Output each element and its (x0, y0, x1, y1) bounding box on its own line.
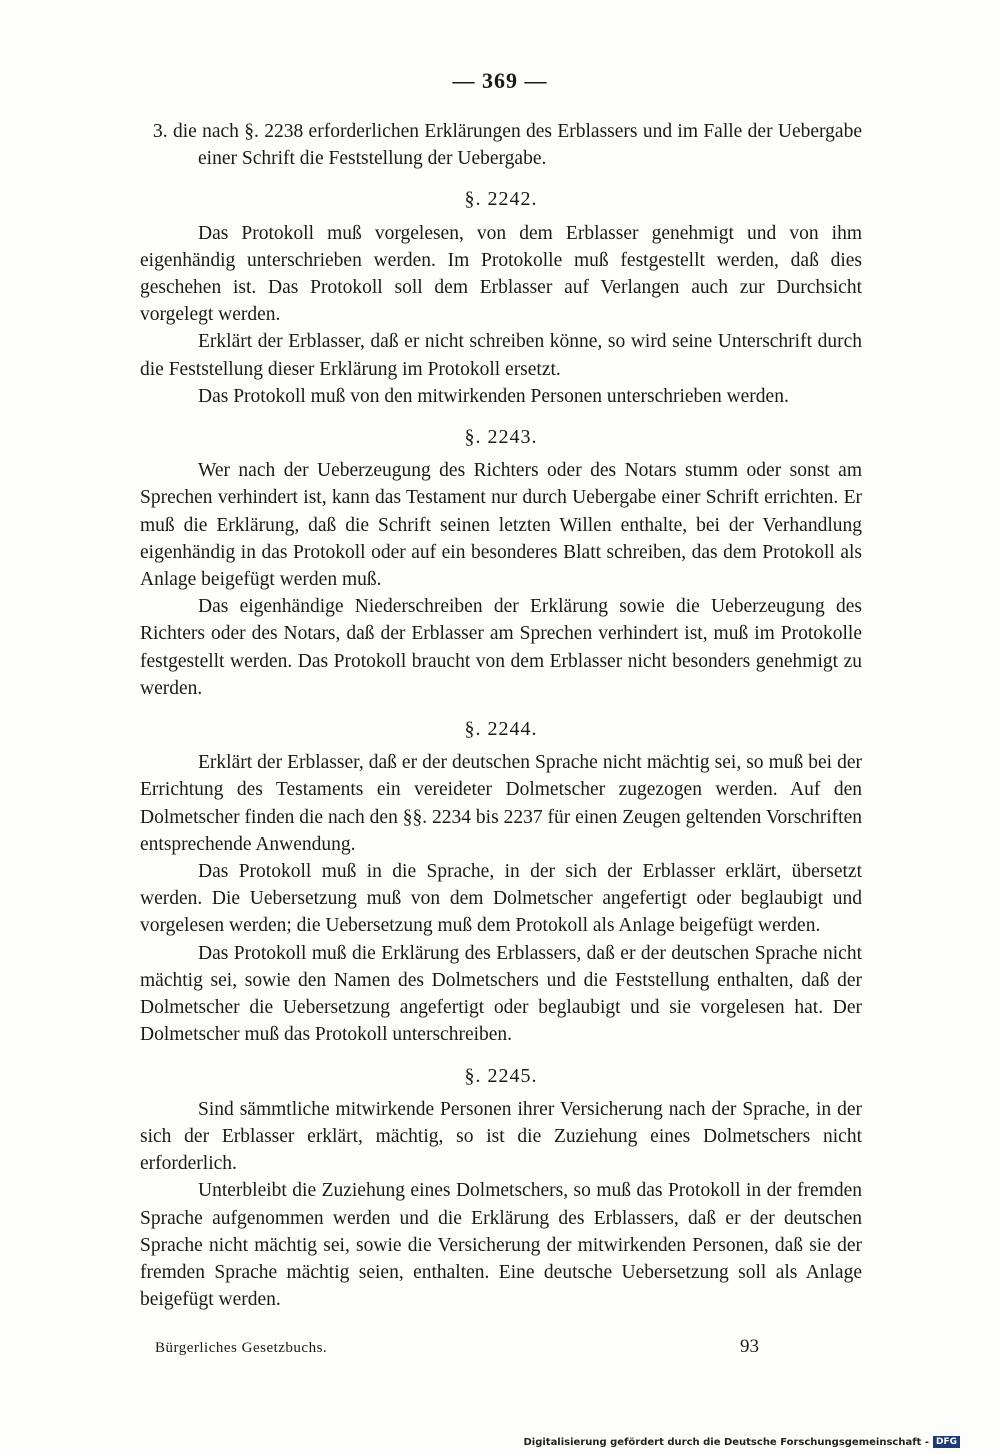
paragraph: Unterbleibt die Zuziehung eines Dolmetschers, so muß das Protokoll in der fremden Sprache aufgenommen werden und die Erklärung des Erblassers, daß er der deutschen Sprache nicht mächtig sei, sowie die Versicherung der mitwirkenden Personen, daß sie der fremden Sprache mächtig seien, enthalten. Eine deutsche Uebersetzung soll als Anlage beigefügt werden. (140, 1180, 862, 1311)
section-title: §. 2244. (464, 718, 538, 741)
dfg-logo-icon: DFG (933, 1436, 960, 1448)
paragraph: Sind sämmtliche mitwirkende Personen ihrer Versicherung nach der Sprache, in der sich der Erblasser erklärt, mächtig, so ist die Zuziehung eines Dolmetschers nicht erforderlich. (140, 1098, 862, 1175)
paragraph: Das Protokoll muß die Erklärung des Erblassers, daß er der deutschen Sprache nicht mächtig sei, sowie den Namen des Dolmetschers und die Feststellung enthalten, daß der Dolmetscher die Uebersetzung angefertigt oder beglaubigt und sie vorgelesen hat. Der Dolmetscher muß das Protokoll unterschreiben. (140, 942, 862, 1046)
footer-sheet-number: 93 (740, 1336, 759, 1357)
paragraph: Das Protokoll muß in die Sprache, in der sich der Erblasser erklärt, übersetzt werden. Die Uebersetzung muß von dem Dolmetscher angefertigt oder beglaubigt und vorgelesen werden; die Uebersetzung muß dem Protokoll als Anlage beigefügt werden. (140, 861, 862, 937)
section-title: §. 2242. (464, 188, 538, 211)
list-item: 3. die nach §. 2238 erforderlichen Erklärungen des Erblassers und im Falle der Uebergabe einer Schrift die Feststellung der Uebergabe. (153, 121, 862, 170)
paragraph: Das Protokoll muß von den mitwirkenden Personen unterschrieben werden. (198, 385, 789, 407)
page-number: — 369 — (452, 68, 548, 93)
paragraph: Erklärt der Erblasser, daß er nicht schreiben könne, so wird seine Unterschrift durch die Feststellung dieser Erklärung im Protokoll ersetzt. (140, 331, 862, 380)
paragraph: Wer nach der Ueberzeugung des Richters oder des Notars stumm oder sonst am Sprechen verhindert ist, kann das Testament nur durch Uebergabe einer Schrift errichten. Er muß die Erklärung, daß die Schrift seinen letzten Willen enthalte, bei der Verhandlung eigenhändig in das Protokoll oder auf ein besonderes Blatt schreiben, das dem Protokoll als Anlage beigefügt werden muß. (140, 460, 862, 591)
credit-text: Digitalisierung gefördert durch die Deutsche Forschungsgemeinschaft - (523, 1436, 929, 1448)
paragraph: Das Protokoll muß vorgelesen, von dem Erblasser genehmigt und von ihm eigenhändig unterschrieben werden. Im Protokolle muß festgestellt werden, daß dies geschehen ist. Das Protokoll soll dem Erblasser auf Verlangen auch zur Durchsicht vorgelegt werden. (140, 222, 862, 326)
page-content (140, 112, 862, 1313)
paragraph: Das eigenhändige Niederschreiben der Erklärung sowie die Ueberzeugung des Richters oder des Notars, daß der Erblasser am Sprechen verhindert ist, muß im Protokolle festgestellt werden. Das Protokoll braucht von dem Erblasser nicht besonders genehmigt zu werden. (140, 596, 862, 699)
paragraph: Erklärt der Erblasser, daß er der deutschen Sprache nicht mächtig sei, so muß bei der Errichtung des Testaments ein vereideter Dolmetscher zugezogen werden. Auf den Dolmetscher finden die nach den §§. 2234 bis 2237 für einen Zeugen geltenden Vorschriften entsprechende Anwendung. (140, 752, 862, 855)
digitization-credit (523, 1436, 960, 1448)
footer-signature: Bürgerliches Gesetzbuchs. (155, 1340, 328, 1356)
section-title: §. 2245. (464, 1064, 538, 1087)
section-title: §. 2243. (464, 426, 538, 449)
